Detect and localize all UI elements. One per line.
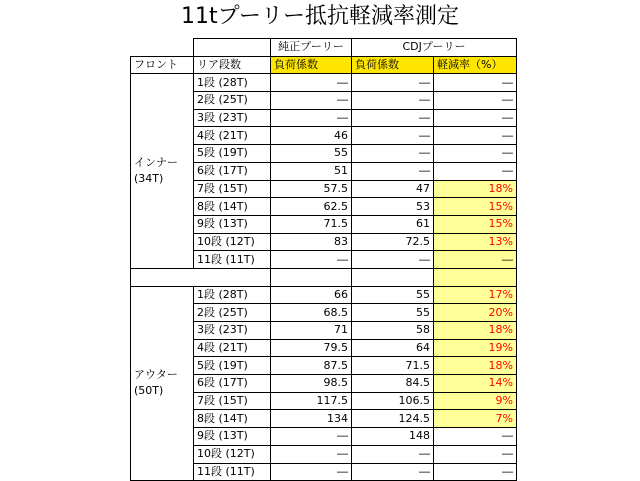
reduction-value: ― [434, 92, 517, 110]
reduction-value: ― [434, 162, 517, 180]
front-header: フロント [131, 56, 194, 74]
gear-cell: 10段 (12T) [194, 233, 271, 251]
reduction-value: 19% [434, 339, 517, 357]
reduction-value: ― [434, 428, 517, 446]
junsei-value: 98.5 [271, 375, 352, 393]
gear-cell: 6段 (17T) [194, 375, 271, 393]
junsei-value: 83 [271, 233, 352, 251]
junsei-value: 57.5 [271, 180, 352, 198]
reduction-value: 18% [434, 180, 517, 198]
reduction-value: ― [434, 109, 517, 127]
cdj-value: 47 [352, 180, 434, 198]
reduction-value: 20% [434, 304, 517, 322]
junsei-value: 134 [271, 410, 352, 428]
gear-cell: 8段 (14T) [194, 198, 271, 216]
table-row [131, 286, 517, 304]
gear-cell: 8段 (14T) [194, 410, 271, 428]
gear-cell: 11段 (11T) [194, 463, 271, 481]
junsei-value: 79.5 [271, 339, 352, 357]
outer-front-cell [131, 286, 194, 481]
cdj-value: 124.5 [352, 410, 434, 428]
gear-cell: 1段 (28T) [194, 286, 271, 304]
gear-cell: 7段 (15T) [194, 392, 271, 410]
spacer-cell [434, 268, 517, 286]
cdj-value: ― [352, 145, 434, 163]
junsei-value: 71 [271, 322, 352, 340]
cdj-value: 148 [352, 428, 434, 446]
cdj-value: ― [352, 463, 434, 481]
cdj-value: 64 [352, 339, 434, 357]
cdj-value: 71.5 [352, 357, 434, 375]
gear-cell: 9段 (13T) [194, 215, 271, 233]
junsei-value: ― [271, 463, 352, 481]
gear-cell: 5段 (19T) [194, 357, 271, 375]
cdj-value: 106.5 [352, 392, 434, 410]
gear-cell: 9段 (13T) [194, 428, 271, 446]
cdj-value: ― [352, 74, 434, 92]
junsei-value: ― [271, 92, 352, 110]
spacer-row [131, 268, 517, 286]
blank-corner [131, 39, 194, 57]
junsei-value: 51 [271, 162, 352, 180]
cdj-value: ― [352, 162, 434, 180]
page-title: 11tプーリー抵抗軽減率測定 [181, 4, 459, 29]
junsei-value: 68.5 [271, 304, 352, 322]
reduction-value: ― [434, 127, 517, 145]
junsei-value: ― [271, 428, 352, 446]
junsei-value: 46 [271, 127, 352, 145]
reduction-value: 18% [434, 357, 517, 375]
load-cdj-header: 負荷係数 [352, 56, 434, 74]
junsei-value: 87.5 [271, 357, 352, 375]
gear-cell: 10段 (12T) [194, 445, 271, 463]
inner-front-cell [131, 74, 194, 269]
junsei-value: 66 [271, 286, 352, 304]
gear-cell: 1段 (28T) [194, 74, 271, 92]
inner-label: インナー [134, 156, 178, 170]
cdj-value: 53 [352, 198, 434, 216]
rear-header: リア段数 [194, 56, 271, 74]
outer-teeth: (50T) [134, 384, 164, 398]
cdj-value: 58 [352, 322, 434, 340]
cdj-value: ― [352, 445, 434, 463]
reduction-value: ― [434, 74, 517, 92]
junsei-value: 55 [271, 145, 352, 163]
reduction-value: ― [434, 145, 517, 163]
gear-cell: 2段 (25T) [194, 304, 271, 322]
cdj-value: ― [352, 109, 434, 127]
spacer-cell [131, 268, 271, 286]
reduction-value: 18% [434, 322, 517, 340]
blank-corner-2 [194, 39, 271, 57]
junsei-value: ― [271, 109, 352, 127]
gear-cell: 11段 (11T) [194, 251, 271, 269]
reduction-value: ― [434, 463, 517, 481]
cdj-value: 55 [352, 304, 434, 322]
cdj-value: ― [352, 92, 434, 110]
reduction-value: 15% [434, 198, 517, 216]
cdj-value: 55 [352, 286, 434, 304]
reduction-value: 15% [434, 215, 517, 233]
cdj-value: 61 [352, 215, 434, 233]
load-junsei-header: 負荷係数 [271, 56, 352, 74]
junsei-value: ― [271, 251, 352, 269]
junsei-value: 62.5 [271, 198, 352, 216]
gear-cell: 2段 (25T) [194, 92, 271, 110]
reduction-value: 9% [434, 392, 517, 410]
gear-cell: 6段 (17T) [194, 162, 271, 180]
col-cdj-header: CDJプーリー [352, 39, 517, 57]
outer-label: アウター [134, 368, 178, 382]
inner-teeth: (34T) [134, 172, 164, 186]
reduction-header: 軽減率（%） [434, 56, 517, 74]
reduction-value: 17% [434, 286, 517, 304]
col-junsei-header: 純正プーリー [271, 39, 352, 57]
gear-cell: 4段 (21T) [194, 127, 271, 145]
cdj-value: 72.5 [352, 233, 434, 251]
table-row [131, 74, 517, 92]
junsei-value: ― [271, 445, 352, 463]
reduction-value: 14% [434, 375, 517, 393]
resistance-table [130, 38, 517, 481]
junsei-value: 117.5 [271, 392, 352, 410]
header-row-1 [131, 39, 517, 57]
gear-cell: 7段 (15T) [194, 180, 271, 198]
reduction-value: 13% [434, 233, 517, 251]
gear-cell: 3段 (23T) [194, 109, 271, 127]
spacer-cell [352, 268, 434, 286]
reduction-value: 7% [434, 410, 517, 428]
spacer-cell [271, 268, 352, 286]
junsei-value: ― [271, 74, 352, 92]
gear-cell: 3段 (23T) [194, 322, 271, 340]
reduction-value: ― [434, 445, 517, 463]
gear-cell: 5段 (19T) [194, 145, 271, 163]
cdj-value: ― [352, 251, 434, 269]
gear-cell: 4段 (21T) [194, 339, 271, 357]
cdj-value: ― [352, 127, 434, 145]
cdj-value: 84.5 [352, 375, 434, 393]
junsei-value: 71.5 [271, 215, 352, 233]
reduction-value: ― [434, 251, 517, 269]
header-row-2 [131, 56, 517, 74]
